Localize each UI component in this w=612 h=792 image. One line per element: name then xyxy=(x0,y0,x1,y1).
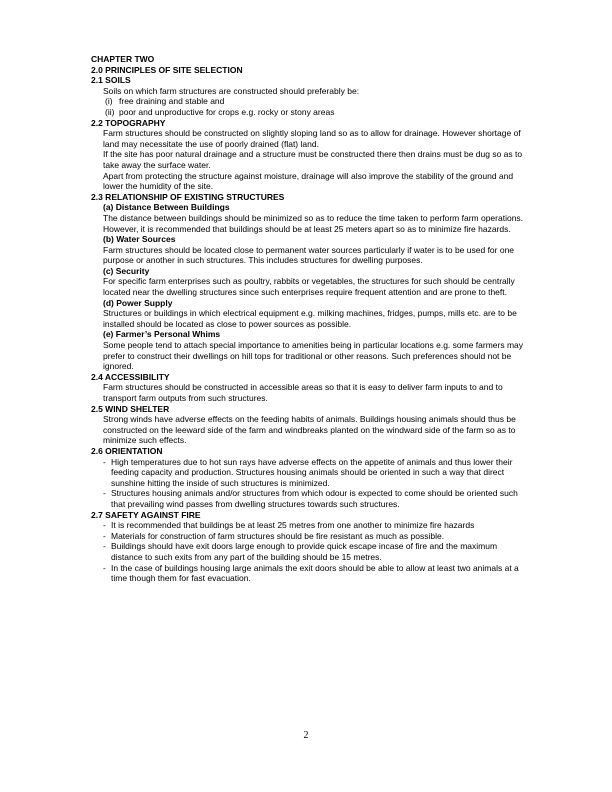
list-item: - In the case of buildings housing large animals the exit doors should be able to allow at least two animals at a time though them for fast evacuation. xyxy=(91,563,527,584)
security-text: For specific farm enterprises such as poultry, rabbits or vegetables, the structures for such should be centrally located near the dwelling structures since such enterprises require frequent attention and are prone to theft. xyxy=(103,276,515,298)
soils-item xyxy=(91,96,527,107)
list-item-text: It is recommended that buildings be at least 25 metres from one another to minimize fire hazards xyxy=(111,520,475,531)
whims-subheading: (e) Farmer’s Personal Whims xyxy=(103,329,221,340)
power-subheading: (d) Power Supply xyxy=(103,297,173,308)
list-item: - Buildings should have exit doors large enough to provide quick escape incase of fire and the maximum distance to such exits from any part of the building should be 15 metres. xyxy=(91,541,527,562)
water-text: Farm structures should be located close to permanent water sources particularly if water is to be used for one purpose or another in such structures. This includes structures for dwelling purposes. xyxy=(103,244,515,266)
accessibility-heading: 2.4 ACCESSIBILITY xyxy=(91,371,170,382)
topography-paragraph: Farm structures should be constructed on slightly sloping land so as to allow for drainage. However shortage of land may necessitate the use of poorly drained (flat) land. xyxy=(103,128,521,149)
security-subheading: (c) Security xyxy=(103,265,150,276)
soils-intro: Soils on which farm structures are constructed should preferably be: xyxy=(103,85,360,96)
item-number: (ii) xyxy=(105,106,115,117)
list-item-text: In the case of buildings housing large animals the exit doors should be able to allow at least two animals at a time though them for fast evacuation. xyxy=(111,562,519,584)
list-item-text: Buildings should have exit doors large enough to provide quick escape incase of fire and the maximum distance to such exits from any part of the building should be 15 metres. xyxy=(111,541,498,562)
power-text: Structures or buildings in which electrical equipment e.g. milking machines, fridges, pumps, mills etc. are to be installed should be located as close to power sources as possible. xyxy=(103,308,517,329)
list-item: - High temperatures due to hot sun rays have adverse effects on the appetite of animals and thus lower their feeding capacity and production. Structures housing animals should be oriented in such a way that direct sunshine hitting the inside of such structures is minimized. xyxy=(91,457,527,489)
list-item: - It is recommended that buildings be at least 25 metres from one another to minimize fire hazards xyxy=(91,520,527,531)
list-item-text: Structures housing animals and/or structures from which odour is expected to come should be oriented such that prevailing wind passes from dwelling structures towards such structures. xyxy=(111,488,518,509)
chapter-heading: CHAPTER TWO xyxy=(91,54,155,64)
relationship-heading: 2.3 RELATIONSHIP OF EXISTING STRUCTURES xyxy=(91,191,285,202)
soils-item xyxy=(91,107,527,118)
fire-heading: 2.7 SAFETY AGAINST FIRE xyxy=(91,509,201,520)
page-number: 2 xyxy=(303,730,309,741)
list-item: - Materials for construction of farm structures should be fire resistant as much as possible. xyxy=(91,531,527,542)
section-title: 2.0 PRINCIPLES OF SITE SELECTION xyxy=(91,64,243,75)
accessibility-text: Farm structures should be constructed in accessible areas so that it is easy to deliver farm inputs to and to transport farm outputs from such structures. xyxy=(103,382,503,403)
item-text: free draining and stable and xyxy=(119,96,225,107)
wind-heading: 2.5 WIND SHELTER xyxy=(91,403,170,414)
distance-text: The distance between buildings should be minimized so as to reduce the time taken to perform farm operations. However, it is recommended that buildings should be at least 25 meters apart so as to minimize fire hazards. xyxy=(103,212,524,234)
topography-heading: 2.2 TOPOGRAPHY xyxy=(91,117,166,128)
whims-text: Some people tend to attach special importance to amenities being in particular locations e.g. some farmers may prefer to construct their dwellings on hill tops for traditional or other reasons. Such preferences should not be ignored. xyxy=(103,340,524,372)
document-page xyxy=(91,54,527,584)
water-subheading: (b) Water Sources xyxy=(103,234,176,245)
item-text: poor and unproductive for crops e.g. rocky or stony areas xyxy=(119,106,335,117)
distance-subheading: (a) Distance Between Buildings xyxy=(103,202,230,213)
list-item-text: Materials for construction of farm structures should be fire resistant as much as possible. xyxy=(111,530,445,541)
wind-text: Strong winds have adverse effects on the feeding habits of animals. Buildings housing animals should thus be constructed on the leeward side of the farm and windbreaks planted on the windward side of the farm so as to minimize such effects. xyxy=(103,414,516,446)
topography-paragraph: Apart from protecting the structure against moisture, drainage will also improve the stability of the ground and lower the humidity of the site. xyxy=(103,170,514,192)
orientation-heading: 2.6 ORIENTATION xyxy=(91,445,163,456)
list-item: - Structures housing animals and/or structures from which odour is expected to come should be oriented such that prevailing wind passes from dwelling structures towards such structures. xyxy=(91,488,527,509)
topography-paragraph: If the site has poor natural drainage and a structure must be constructed there then drains must be dug so as to take away the surface water. xyxy=(103,149,523,170)
list-item-text: High temperatures due to hot sun rays have adverse effects on the appetite of animals and thus lower their feeding capacity and production. Structures housing animals should be oriented in such a way that direct sunshine hitting the inside of such structures is minimized. xyxy=(111,456,513,488)
soils-heading: 2.1 SOILS xyxy=(91,75,131,86)
item-number: (i) xyxy=(105,96,113,107)
